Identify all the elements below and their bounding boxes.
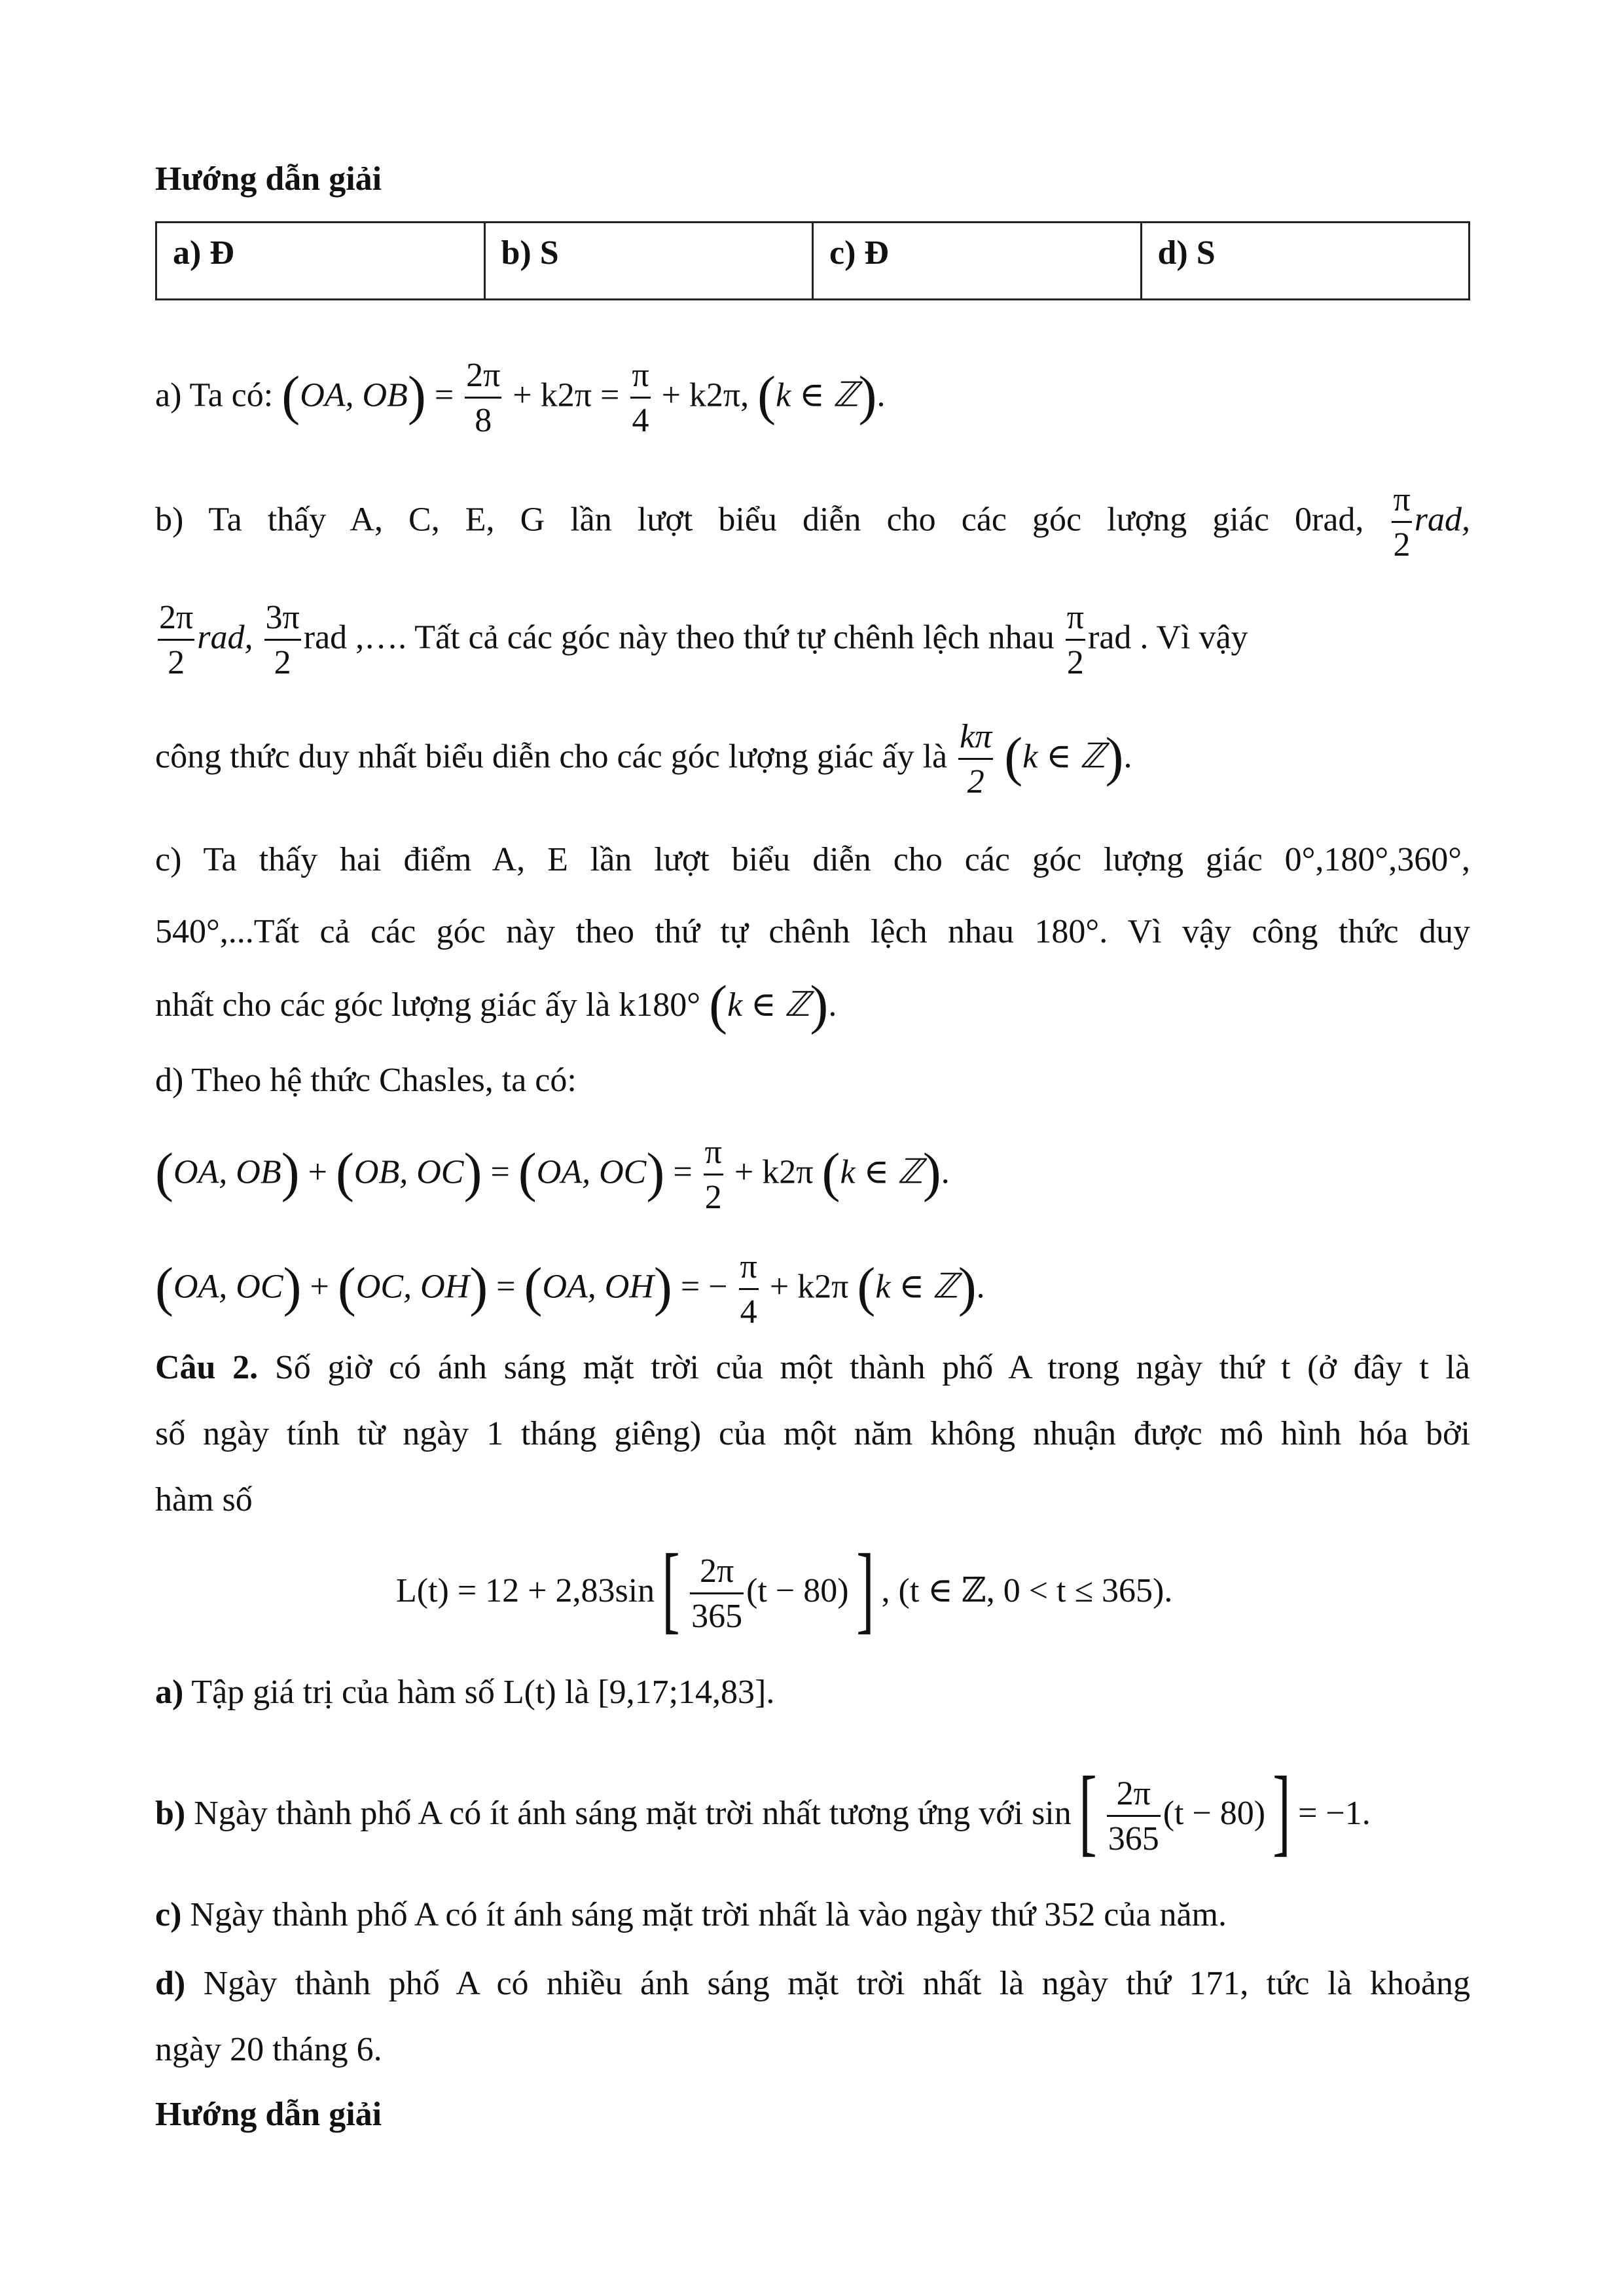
- part-b-text-2: rad ,…. Tất cả các góc này theo thứ tự chênh lệch nhau: [303, 619, 1055, 656]
- fraction: $\frac{2\pi}{8}$: [466, 357, 501, 439]
- answer-cell-d: d) S: [1141, 223, 1470, 300]
- statement-c: c) Ngày thành phố A có ít ánh sáng mặt trời nhất là vào ngày thứ 352 của năm.: [155, 1896, 1227, 1933]
- answer-cell-a: a) Đ: [156, 223, 485, 300]
- fraction: $\frac{\pi}{4}$: [740, 1248, 757, 1331]
- question-2-line-2: số ngày tính từ ngày 1 tháng giêng) của một năm không nhuận được mô hình hóa bởi: [155, 1415, 1470, 1452]
- part-a-angle: OA, OB: [300, 376, 408, 414]
- fraction: $\frac{\pi}{2}$: [1066, 599, 1084, 681]
- fraction: $\frac{\pi}{2}$: [704, 1134, 722, 1216]
- part-b-line-2: $\frac{2\pi}{2}$ rad, $\frac{3\pi}{2}$ rad ,…. Tất cả các góc này theo thứ tự chênh lệch nhau $\frac{\pi}{2}$ rad . Vì vậy: [159, 599, 1248, 681]
- answer-cell-c: c) Đ: [813, 223, 1142, 300]
- part-c-line-1: c) Ta thấy hai điểm A, E lần lượt biểu diễn cho các góc lượng giác 0°,180°,360°,: [155, 841, 1470, 878]
- statement-b: b) Ngày thành phố A có ít ánh sáng mặt trời nhất tương ứng với sin[ $\frac{2\pi}{365}$ (t − 80)] = −1.: [155, 1757, 1371, 1865]
- fraction: $\frac{2\pi}{365}$: [691, 1552, 743, 1635]
- statement-d: d) Ngày thành phố A có nhiều ánh sáng mặt trời nhất là ngày thứ 171, tức là khoảng: [155, 1965, 1471, 2002]
- question-2-label: Câu 2.: [155, 1349, 259, 1386]
- part-d-equation-2: (OA, OC) + (OC, OH) = (OA, OH) = − $\frac{\pi}{4}$ + k2π (k ∈ ℤ).: [155, 1248, 985, 1331]
- part-a-term2: + k2π,: [661, 376, 749, 414]
- table-row: [156, 223, 1470, 300]
- answer-table: [155, 221, 1470, 300]
- solution-heading: Hướng dẫn giải: [155, 160, 382, 198]
- solution-heading-2: Hướng dẫn giải: [155, 2096, 382, 2133]
- part-a-intro: a) Ta có:: [155, 376, 274, 414]
- part-a-line: a) Ta có: (OA, OB) = $\frac{2\pi}{8}$ + k2π = $\frac{\pi}{4}$ + k2π, (k ∈ ℤ).: [155, 357, 886, 439]
- answer-cell-b: b) S: [484, 223, 813, 300]
- question-2-formula: L(t) = 12 + 2,83sin[ $\frac{2\pi}{365}$ (t − 80)] , (t ∈ ℤ, 0 < t ≤ 365).: [396, 1534, 1173, 1643]
- part-b-text-3: công thức duy nhất biểu diễn cho các góc lượng giác ấy là: [155, 738, 948, 776]
- statement-d-line-2: ngày 20 tháng 6.: [155, 2031, 382, 2068]
- part-b-line-1: b) Ta thấy A, C, E, G lần lượt biểu diễn cho các góc lượng giác 0rad, $\frac{\pi}{2}$ rad,: [155, 481, 1470, 564]
- part-a-condition: k ∈ ℤ: [776, 376, 859, 414]
- part-b-line-3: công thức duy nhất biểu diễn cho các góc lượng giác ấy là $\frac{k\pi}{2}$ (k ∈ ℤ).: [155, 718, 1132, 800]
- part-b-text: b) Ta thấy A, C, E, G lần lượt biểu diễn cho các góc lượng giác 0rad,: [155, 501, 1364, 539]
- question-2-line-1: Câu 2. Số giờ có ánh sáng mặt trời của một thành phố A trong ngày thứ t (ở đây t là: [155, 1349, 1470, 1386]
- fraction: $\frac{2\pi}{2}$: [159, 599, 194, 681]
- fraction: $\frac{\pi}{4}$: [632, 357, 649, 439]
- fraction: $\frac{k\pi}{2}$: [960, 718, 992, 800]
- part-a-term: + k2π =: [513, 376, 620, 414]
- part-c-line-2: 540°,...Tất cả các góc này theo thứ tự chênh lệch nhau 180°. Vì vậy công thức duy: [155, 913, 1470, 950]
- part-d-intro: d) Theo hệ thức Chasles, ta có:: [155, 1062, 577, 1099]
- fraction: $\frac{2\pi}{365}$: [1108, 1774, 1159, 1857]
- fraction: $\frac{3\pi}{2}$: [265, 599, 300, 681]
- part-d-equation-1: (OA, OB) + (OB, OC) = (OA, OC) = $\frac{\pi}{2}$ + k2π (k ∈ ℤ).: [155, 1134, 950, 1216]
- fraction: $\frac{\pi}{2}$: [1393, 481, 1411, 564]
- question-2-line-3: hàm số: [155, 1481, 253, 1518]
- part-c-line-3: nhất cho các góc lượng giác ấy là k180° (k ∈ ℤ).: [155, 975, 837, 1035]
- statement-a: a) Tập giá trị của hàm số L(t) là [9,17;14,83].: [155, 1674, 775, 1711]
